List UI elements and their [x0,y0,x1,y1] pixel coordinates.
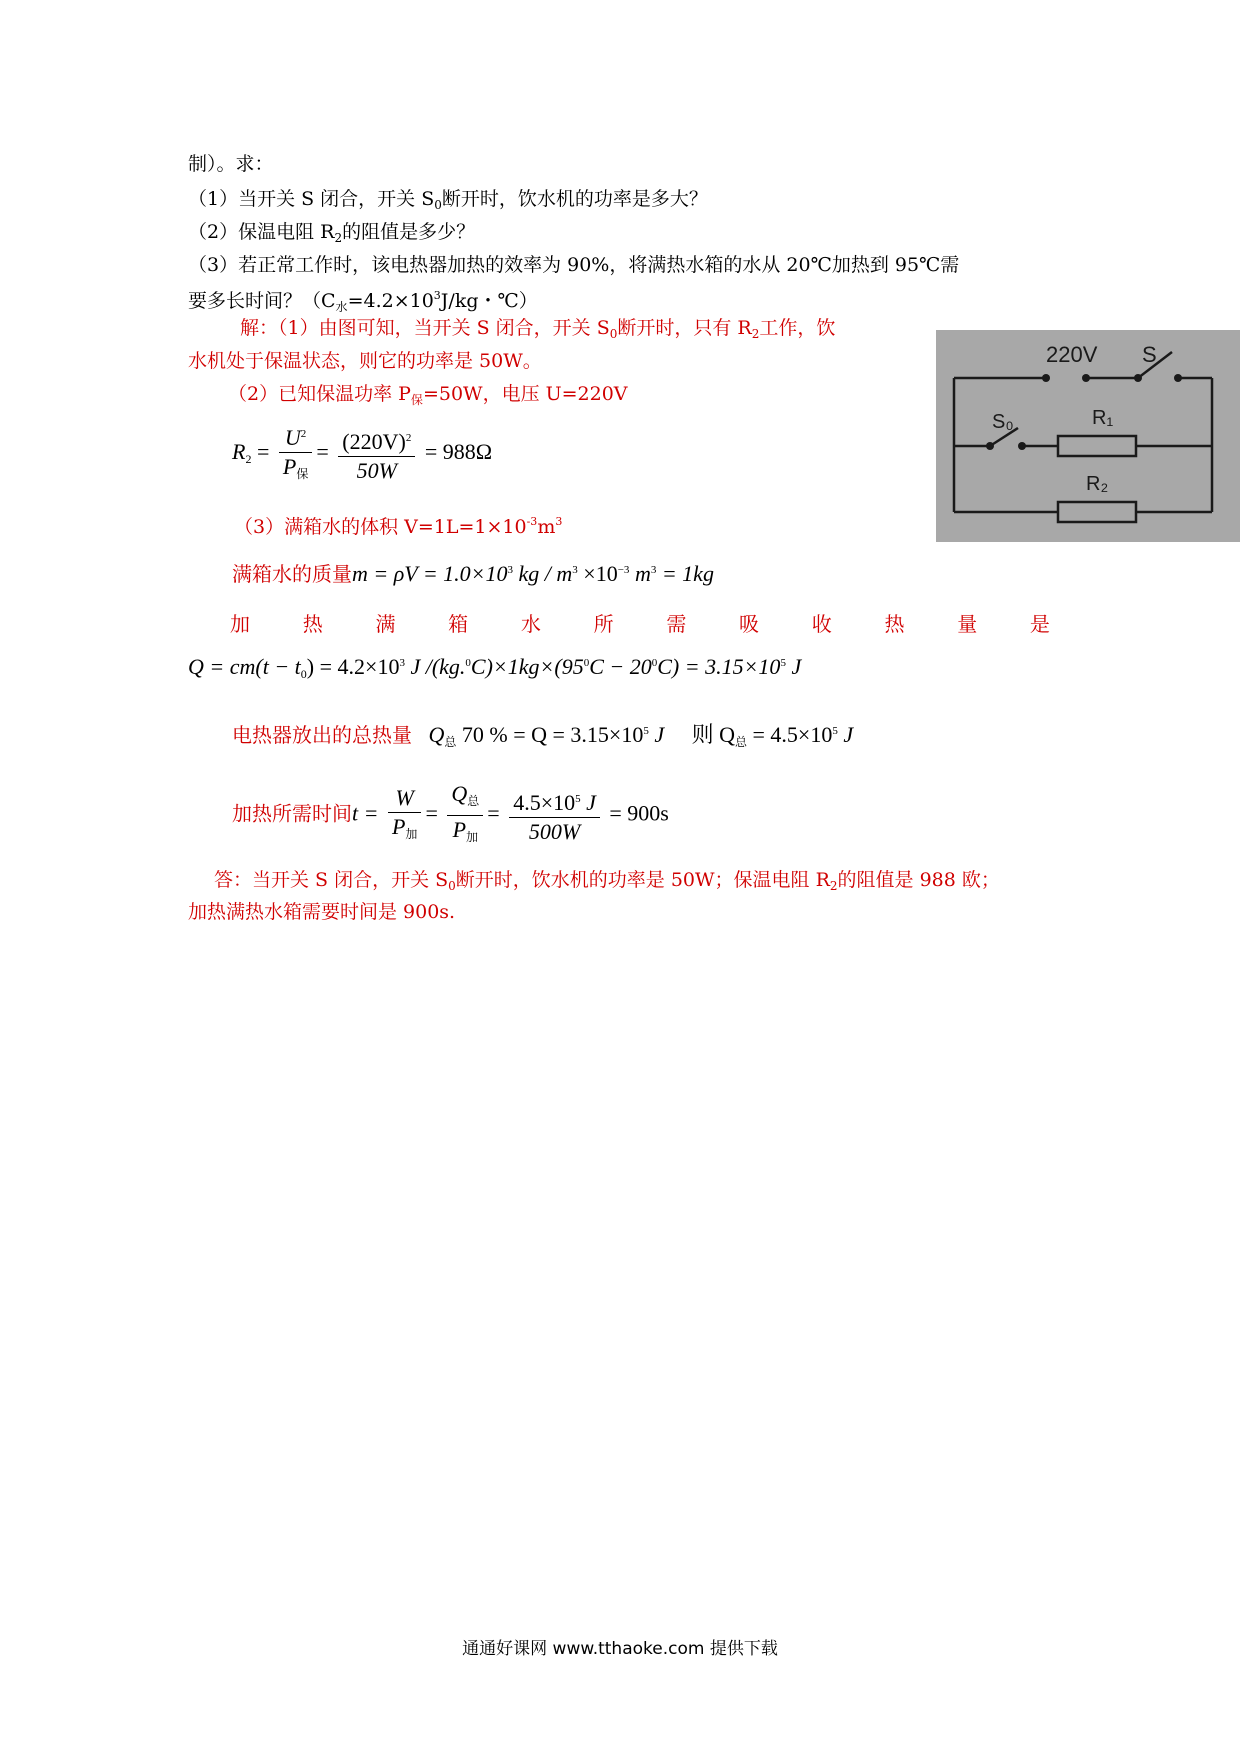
page-footer: 通通好课网 www.tthaoke.com 提供下载 [462,1639,778,1659]
solution-part2: （2）已知保温功率 $P_保=50W$，电压 U=220V [228,383,628,407]
switch-s0-label: S₀ [992,411,1014,433]
r2-label: R₂ [1086,473,1109,495]
terminal-dot [1082,374,1090,382]
heat-label-char: 是 [1029,612,1050,636]
question-3-cont: 要多长时间？（$C_水=4.2\times 10^3J/kg$・℃） [188,289,538,314]
solution-part3: （3）满箱水的体积 $V=1L=1\times 10^{-3}m^3$ [234,515,563,538]
heat-label-char: 收 [811,612,832,636]
circuit-diagram [936,330,1240,542]
heat-label-char: 需 [666,612,687,636]
solution-part1: 解：（1）由图可知，当开关 S 闭合，开关 $S_0$断开时，只有 $R_2$工作，饮 [240,317,836,341]
switch-s-label: S [1142,342,1157,367]
answer-line-2: 加热满热水箱需要时间是 900s. [188,901,456,923]
solution-part1-cont: 水机处于保温状态，则它的功率是 50W。 [188,350,542,372]
time-equation: 加热所需时间t = $\frac{W}{P_加}$ = $\frac{Q_总}{P_加}$ = $\frac{4.5\times 10^5 J}{500W}$ = 900s [232,781,669,844]
answer-line-1: 答：当开关 S 闭合，开关 $S_0$断开时，饮水机的功率是 50W；保温电阻 $R_2$的阻值是 988 欧； [214,869,1000,893]
terminal-dot [1042,374,1050,382]
total-heat-equation: 电热器放出的总热量 $Q_总$ 70 % = $Q = 3.15\times 10^5$ J 则 $Q_总 = 4.5\times 10^5$ J [232,722,854,749]
heat-label-char: 水 [520,612,541,636]
question-3: （3）若正常工作时，该电热器加热的效率为 90%，将满热水箱的水从 20℃加热到 95℃需 [188,254,960,276]
heat-label-char: 热 [884,612,905,636]
question-2: （2）保温电阻 $R_2$的阻值是多少？ [188,221,476,245]
heat-label-char: 热 [302,612,323,636]
terminal-dot [1174,374,1182,382]
heat-label-char: 吸 [739,612,760,636]
terminal-dot [1018,442,1026,450]
terminal-dot [1134,374,1142,382]
heat-label [230,608,1050,637]
r1-label: R₁ [1092,407,1114,429]
question-1: （1）当开关 S 闭合，开关 $S_0$断开时，饮水机的功率是多大？ [188,188,708,212]
problem-line-0: 制）。求： [188,153,274,175]
terminal-dot [986,442,994,450]
voltage-label: 220V [1046,342,1098,367]
heat-label-char: 加 [230,612,250,636]
heat-label-char: 所 [593,612,614,636]
heat-equation: $Q = cm(t - t_0) = 4.2\times 10^3$ J $/(kg.^0C)\times 1kg\times(95^0C - 20^0C) = 3.15\times 10^5$ J [188,654,802,681]
heat-label-char: 量 [957,612,978,636]
heat-label-char: 满 [375,612,396,636]
heat-label-char: 箱 [448,612,469,636]
equation-r2: $R_2$ = $\frac{U^2}{P_保}$ = $\frac{(220V)^2}{50W}$ = 988Ω [232,420,492,488]
mass-equation: 满箱水的质量$m = \rho V = 1.0\times 10^3$ kg / $m^3 \times 10^{-3}$ $m^3 = 1kg$ [232,561,714,586]
